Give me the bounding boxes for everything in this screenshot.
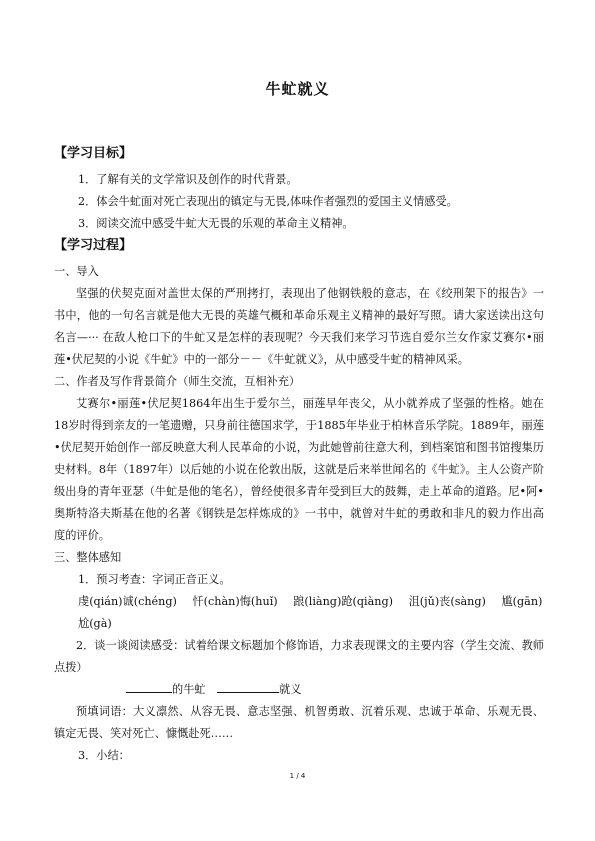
page-number: 1 / 4: [289, 772, 306, 780]
part2-title: 二、作者及写作背景简介（师生交流，互相补充）: [54, 375, 301, 388]
pinyin-word-4: 沮(jǔ)丧(sàng): [408, 595, 486, 608]
objective-item-1: 1．了解有关的文学常识及创作的时代背景。: [78, 173, 298, 186]
title-fill-row: [54, 679, 544, 701]
process-heading: 【学习过程】: [54, 238, 133, 253]
pinyin-row: [54, 591, 544, 635]
document-body: [54, 143, 544, 767]
objective-item-3: 3．阅读交流中感受牛虻大无畏的乐观的革命主义精神。: [78, 217, 354, 230]
objective-item-2: 2．体会牛虻面对死亡表现出的镇定与无畏,体味作者强烈的爱国主义情感受。: [78, 195, 458, 208]
part1-text: 坚强的伏契克面对盖世太保的严刑拷打，表现出了他钢铁般的意志，在《绞刑架下的报告》一书中，他的一句名言就是他大无畏的英雄气概和革命乐观主义精神的最好写照。请大家送读出这句名言—··· 在敌人枪口下的牛虻又是怎样的表现呢？今天我们来学习节选自爱尔兰女作家艾赛尔•丽莲•伏尼契的小说《牛虻》中的一部分－－《牛虻就义》，从中感受牛虻的精神风采。: [54, 287, 544, 366]
part3-title: 三、整体感知: [54, 551, 122, 564]
question-2: 2．谈一谈阅读感受：试着给课文标题加个修饰语，力求表现课文的主要内容（学生交流、教师点拨）: [54, 639, 544, 674]
objectives-heading: 【学习目标】: [54, 146, 133, 161]
pinyin-word-3: 踉(liàng)跄(qiàng): [293, 595, 394, 608]
pinyin-word-5: 尴(gān)尬(gà): [78, 595, 543, 630]
question-3: 3．小结：: [78, 749, 130, 762]
prefill-words: 预填词语：大义凛然、从容无畏、意志坚强、机智勇敢、沉着乐观、忠诚于革命、乐观无畏、镇定无畏、笑对死亡、慷慨赴死……: [54, 705, 544, 740]
part2-text: 艾赛尔•丽莲•伏尼契1864年出生于爱尔兰，丽莲早年丧父，从小就养成了坚强的性格。她在18岁时得到亲友的一笔遗赠，只身前往德国求学，于1885年毕业于柏林音乐学院。1889年，丽莲•伏尼契开始创作一部反映意大利人民革命的小说，为此她曾前往意大利，到档案馆和图书馆搜集历史材料。8年（1897年）以后她的小说在伦敦出版，这就是后来举世闻名的《牛虻》。主人公资产阶级出身的青年亚瑟（牛虻是他的笔名），曾经使很多青年受到巨大的鼓舞，走上革命的道路。尼•阿•奥斯特洛夫斯基在他的名著《钢铁是怎样炼成的》一书中，就曾对牛虻的勇敢和非凡的毅力作出高度的评价。: [54, 397, 544, 542]
pinyin-word-2: 忏(chàn)悔(huǐ): [192, 595, 278, 608]
page-title: 牛虻就义: [265, 80, 330, 98]
question-1: 1．预习考查：字词正音正义。: [78, 573, 231, 586]
fill-blank-1[interactable]: [126, 680, 172, 693]
pinyin-word-1: 虔(qián)诚(chéng): [78, 595, 177, 608]
fill-text-end: 就义: [279, 683, 302, 696]
part1-title: 一、导入: [54, 265, 99, 278]
fill-text-mid: 的牛虻: [172, 683, 206, 696]
fill-blank-2[interactable]: [217, 680, 279, 693]
